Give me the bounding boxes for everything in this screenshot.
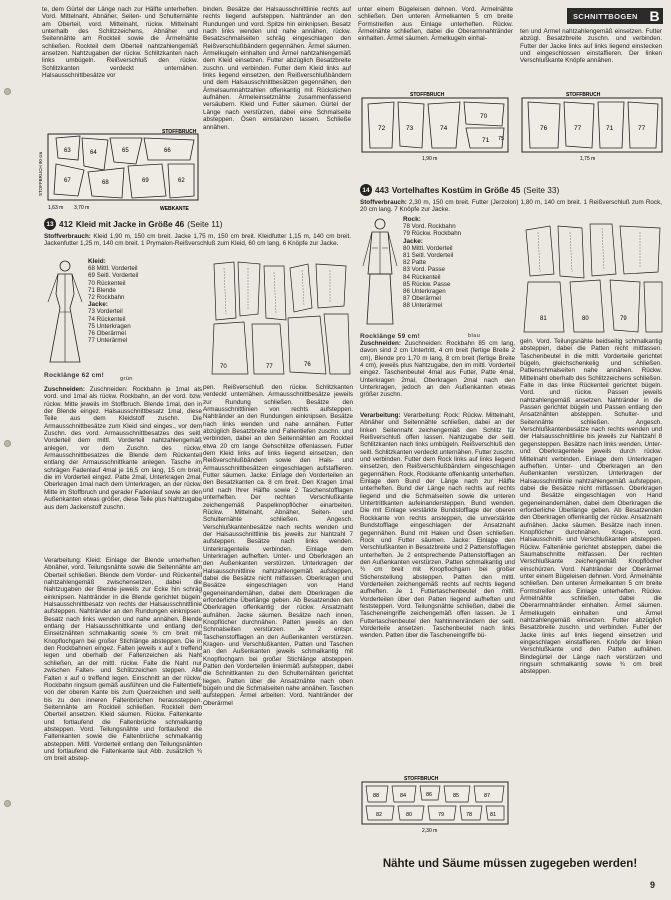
article-412-zuschneiden: Zuschneiden: Zuschneiden: Rockbahn je 1mal als vord. und 1mal als rückw. Rockbahn, an der vord. bzw. rückw. Mitte jeweils im Stoffbruch. Blende 1mal, den in der Blende eingez. Halsausschnittbesatz 1mal, diese Teile aus dem Kleidstoff zuschn. Die Armausschnittbesätze zum Kleid sind einges., vor dem Zuschn. des vord. Armausschnittbesatzes des seitl. Vorderteil dem mittl. Vorderteil nahtzahlengemäß anlegen, vor dem Zuschn. des rückw. Armausschnittbesatzes die Blende dem Rückenteil entlang der Armausschnittkante anlegen. Tasche im schrägen Fadenlauf 4mal je 16,5 cm lang, 15 cm breit, die im Vorderteil eingez. Patte 2mal, Unterkragen 2mal, Oberkragen 1mal nach dem Unterkragen, an der rückw. Mitte im Stoffbruch und gerader Fadenlauf sowie an den Außenkanten etwas größer, diese Teile plus Nahtzugabe aus dem Jackenstoff zuschn. (44, 386, 202, 511)
legend-item: 80 Mittl. Vorderteil (403, 244, 453, 252)
legend-item: 76 Oberärmel (88, 330, 126, 338)
piece-label: 74 (440, 125, 448, 132)
binding-hole (4, 800, 11, 807)
article-412-stoffverbrauch: Stoffverbrauch: Kleid 1,90 m, 150 cm breit. Jacke 1,75 m, 150 cm breit. Kleidfutter 1,15 m, 140 cm breit. Jackenfutter 1,25 m, 140 cm breit. 1 Prymalon-Reißverschluß zum Kleid, 60 cm lang. 6 Knöpfe zur Jacke. (44, 233, 351, 248)
layout-dim: 1,63 m (48, 205, 64, 211)
color-label: blau (468, 333, 481, 339)
legend-item: 81 Seitl. Vorderteil (403, 252, 454, 260)
article-code: 443 (375, 185, 389, 195)
page-number: 9 (650, 880, 656, 890)
piece-label: 75 (498, 136, 505, 142)
article-412-heading (44, 218, 223, 230)
legend-item: 83 Vord. Passe (403, 266, 445, 274)
piece-label: 67 (64, 178, 71, 184)
rocklaenge-label: Rocklänge 59 cm! (360, 333, 421, 340)
layout-label: STOFFBRUCH (566, 92, 601, 98)
legend-heading: Rock: (403, 216, 421, 223)
piece-label: 82 (376, 812, 383, 818)
legend-item: 84 Rückenteil (403, 273, 441, 281)
article-page-ref: (Seite 11) (187, 219, 223, 229)
piece-label: 88 (373, 793, 380, 799)
legend-item: 77 Unterärmel (88, 337, 128, 345)
cutting-layout-3 (520, 92, 665, 164)
pattern-pieces-443 (520, 216, 665, 336)
piece-label: 69 (142, 178, 149, 184)
piece-label: 85 (453, 793, 460, 799)
rocklaenge-label: Rocklänge 62 cm! (44, 372, 105, 379)
layout-dim: 3,70 m (74, 205, 90, 211)
article-number-badge: 13 (44, 218, 56, 230)
piece-label: 76 (540, 125, 548, 132)
piece-label: 76 (304, 362, 311, 368)
color-label: grün (120, 376, 133, 382)
text-col1-top: te, dem Gürtel der Länge nach zur Hälfte unterheften. Vord. Mittelnaht, Abnäher, Seiten- und Schulternähte am Oberteil, vord. Mittelnaht, rückw. Mittelnaht unterhalb des Schlitzzeichens, Abnäher und Seitennähte am Rockteil sowie die Ärmelnähte schließen. Rockteil dem Oberteil nahtzahlengemäß ansetzen. Nahtzugaben der rückw. Schlitzkanten nach links umbügeln. Reißverschluß den rückw. Schlitzkanten verdeckt unternähen. Halsausschnittbesätze vor (42, 6, 198, 80)
article-443-verarbeitung: Verarbeitung: Verarbeitung: Rock: Rückw. Mittelnaht, Abnäher und Seitennähte schließen, dabei an der linken Seitennaht zeichengemäß den Schlitz für Reißverschluß offen lassen. Nahtzugabe der seitl. Schlitzkanten nach links umbügeln. Reißverschluß den seitl. Schlitzkanten verdeckt unternähen. Futter zuschn. und verbinden. Futter dem Rock links auf links liegend einsetzen, den Reißverschlußbändern eingeschlagen gegennähen. Rock, Rockkante offenkantig unterheften. Einlage dem Bund der Länge nach zur Hälfte unterheften. Bund der Länge nach rechts auf rechts liegend und die Schmalseiten sowie die unteren Untertrittkanten aufeinandersteppen. Bund wenden. Die mit Einlage verstärkte Bundstofflage der oberen Rockkante von rechts ansteppen, die unverstärkte Bundstofflage eingeschlagen der Ansatznaht gegennähen. Bund mit Haken und Ösen schließen. Rock und Futter säumen. Jacke: Einlage den Verschlußkanten in Besatzbreite und 2 Pattenstofflagen unterheften. Je 2 entsprechende Pattenstofflagen an den Außenkanten verstürzen. Patten schmalkantig und ¾ cm breit mit Knopflochgarn bei großer Stichenstellung absteppen. Patten den mittl. Vorderteilen zeichengemäß rechts auf rechts liegend aufheften. Je 1 Futtertaschenbeutel den mittl. Vorderteilen über den Patten liegend aufheften und feststeppen. Vord. Teilungsnähte schließen, dabei die Tascheneingriffe zeichengemäß offen lassen. Je 1 Futtertaschenbeutel den Nahtinnenrändern der seitl. Vorderteile ansetzen. Taschenbeutel nach links wenden. Patten über die Tascheneingriffe bü- (360, 412, 515, 640)
piece-label: 62 (178, 178, 185, 184)
piece-label: 71 (606, 125, 614, 132)
article-code: 412 (59, 219, 73, 229)
article-443-stoffverbrauch: Stoffverbrauch: 2,30 m, 150 cm breit. Futter (Jerzolon) 1,80 m, 140 cm breit. 1 Reißverschluß zum Rock, 20 cm lang. 7 Knöpfe zur Jacke. (360, 199, 662, 214)
piece-label: 78 (466, 812, 473, 818)
layout-label: WEBKANTE (160, 206, 189, 212)
legend-item: 88 Unterärmel (403, 302, 443, 310)
legend-item: 73 Vorderteil (88, 308, 123, 316)
piece-label: 72 (378, 125, 386, 132)
piece-label: 64 (90, 150, 97, 156)
legend-kostuem (403, 216, 483, 310)
legend-item: 70 Rückenteil (88, 279, 126, 287)
piece-label: 80 (406, 812, 413, 818)
text-col2-top: binden. Besätze der Halsausschnittlinie rechts auf rechts liegend aufsteppen. Nahtränder an den Rundungen und vord. Spitze hin einknipsen. Besatz nach links wenden und nahe annähen, rückw. Besatzschmalseiten schräg eingeschlagen den Reißverschlußbändern gegennähen. Ärmel säumen. Ärmelkugeln einhalten und Ärmel nahtzahlengemäß dem Kleid einsetzen. Futter abzüglich Besatzbreite zuschn. und verbinden. Futter dem Kleid links auf links liegend einsetzen, den Reißverschlußbändern und dem Halsausschnittbesätzen gegennähen, den Ärmelsaumnahtzahlen offenkantig mit Rückstichen aufnähen. Ärmeleinsetznähte zusammenfassend versäubern. Kleid und Futter säumen. Gürtel der Länge nach verstürzen, dabei eine Schmalseite absteppen. Ösen einstanzen lassen. Schließe annähen. (203, 6, 351, 131)
badge-label: SCHNITTBOGEN (573, 11, 638, 21)
legend-item: 68 Mittl. Vorderteil (88, 265, 138, 273)
text-col4-top: ten und Ärmel nahtzahlengemäß einsetzen. Futter abzügl. Besatzbreite zuschn. und verbinden. Futter der Jacke links auf links liegend einstecken und eingeschlossen einstaffieren. Der linken Verschlußkante Knöpfe annähen. (520, 28, 662, 65)
article-number-badge: 14 (360, 184, 372, 196)
cutting-layout-jacke (360, 92, 510, 164)
layout-dim: 2,30 m (422, 828, 438, 834)
schnittbogen-badge (567, 8, 663, 24)
piece-label: 81 (540, 316, 547, 322)
legend-heading: Jacke: (403, 237, 423, 245)
legend-item: 79 Rückw. Rockbahn (403, 230, 462, 238)
piece-label: 80 (582, 316, 589, 322)
legend-item: 85 Rückw. Passe (403, 280, 451, 288)
piece-label: 87 (484, 793, 491, 799)
legend-item: 82 Patte (403, 259, 427, 267)
article-443-verarbeitung-cont: geln. Vord. Teilungsnähte beidseitig schmalkantig absteppen, dabei die Patten nicht mitfassen. Taschenbeutel in die mittl. Vorderteile gerichtet bügeln, gleichschenkelig und schließen. Pattenschmalseiten nahe annähen. Rückw. Mittelnaht oberhalb des Schlitzzeichens schließen. Falte in das linke Rückenteil gerichtet bügeln. Vord. und rückw. Passen jeweils nahtzahlengemäß ansetzen. Nahtränder in die Passen gerichtet bügeln und Passen entlang den Ansatznähten absteppen. Schulter- und Seitennähte schließen. Angesch. Verschlußkantenbesätze nach rechts wenden und der Halsausschnittlinie bis jeweils zur Nahtzahl 8 gegensteppen. Besätze nach links wenden. Unter- und Oberkragenteile jeweils durch rückw. Mittelnaht verbinden. Einlage dem Unterkragen aufheften. Unter- und Oberkragen an den Außenkanten verstürzen. Unterkragen der Halsausschnittlinie nahtzahlengemäß aufsteppen, dabei die Besätze nicht mitfassen. Oberkragen und Besätze eingeschlagen von Hand gegeneinandernähen, dabei dem Oberkragen die erforderliche Überlänge geben. Ab Besatzenden den Oberkragen offenkantig der rückw. Ansatznaht aufnähen. Jacke säumen. Besätze nach innen. Knopflöcher durchnähen. Kragen-, vord. Halsausschnitt- und Verschlußkanten absteppen. Rückw. Faltenlinie gerichtet absteppen, dabei die Saumabschnitte mitfassen. Der rechten Verschlußkante zeichengemäß Knopflöcher einschürzen. Vord. Nahtränder der Oberärmel unter einem Bügeleisen dehnen. Vord. Ärmelnähte schließen. Den unteren Ärmelkanten 5 cm breite Formstreifen aus Einlage unterheften. Rückw. Ärmelnähte schließen, dabei die Oberarmnahtränder einhalten. Ärmel säumen. Ärmelkugeln einhalten und Ärmel nahtzahlengemäß einsetzen. Futter abzüglich Besatzbreite zuschn. und verbinden. Futter der Jacke links auf links liegend einsetzen und eingeschlagen einstaffieren. Knöpfe der linken Verschlußkante und den Patten aufnähen. Bindegürtel der Länge nach verstürzen und ringsum schmalkantig sowie ¾ cm breit absteppen. (520, 338, 662, 676)
dress-sketch (44, 258, 86, 368)
article-412-verarbeitung: Verarbeitung: Kleid: Einlage der Blende unterheften. Abnäher, vord. Teilungsnähte sowie die Seitennähte am Oberteil schließen. Blende dem Vorder- und Rückenteil nahtzahlengemäß zwischensetzen, dabei die Nahtzugaben der Blende jeweils zur Ecke hin schräg einknipsen. Nahtränder in die Blende gerichtet bügeln. Halsausschnittbesatz von rechts der Halsausschnittlinie aufsteppen. Nahtränder an den Rundungen einknipsen. Besatz nach links wenden und nahe annähen. Blende entlang der Halsausschnittkante und entlang den Einsetznähten schmalkantig sowie ¾ cm breit mit Knopflochgarn bei großer Stichlänge absteppen. Die in den Rockbahnen eingez. Falten jeweils x auf x treffend legen und oberhalb der Faltenzeichen als Naht schließen, an der mittl. rückw. Falte die Naht nur zwischen Falten- und Schlitzzeichen steppen. Alle Falten x auf o treffend legen. Einschnitt an der rückw. Rockbahn ringsum gemäß ausführen und die Faltentiefe von der oberen Kante bis zum Querzeichen und seitl. bis zu den inneren Faltenbrüchen heraussteppen. Seitennähte am Rockteil schließen. Rockteil dem Oberteil ansetzen. Kleid säumen. Rückw. Faltenkante und fortlaufend die Faltenbrüche schmalkantig absteppen. Vord. Teilungsnähte und fortlaufend die Faltenkanten sowie die Faltenbrüche schmalkantig absteppen. Mittl. Vorderteil entlang den Teilungsnähten und fortlaufend die Faltenkante laut Abb. zusätzlich ¾ cm breit abstep- (44, 557, 202, 763)
legend-item: 87 Oberärmel (403, 295, 441, 303)
legend-item: 71 Blende (88, 286, 116, 294)
piece-label: 73 (406, 125, 414, 132)
legend-kleid (88, 258, 150, 344)
pattern-pieces-412 (208, 258, 353, 378)
layout-label: STOFFBRUCH (162, 129, 197, 135)
article-title: Kleid mit Jacke in Größe 46 (75, 219, 185, 229)
binding-hole (4, 440, 11, 447)
legend-heading: Jacke: (88, 301, 108, 309)
article-443-zuschneiden: Zuschneiden: Zuschneiden: Rockbahn 85 cm lang, davon sind 2 cm Untertritt, 4 cm breit (fertige Breite 2 cm), Blende pro 1,70 m lang, 8 cm breit (fertige Breite 4 cm), jeweils plus Nahtzugabe, den im mittl. Vorderteil eingez. Taschenbeutel 4mal aus Futter, Patte 4mal, Unterkragen 2mal, Oberkragen 2mal nach den Unterkragen, jedoch an den Außenkanten etwas größer zuschn. (360, 340, 515, 399)
layout-label: STOFFBRUCH (404, 776, 439, 782)
legend-heading: Kleid: (88, 258, 106, 265)
piece-label: 79 (438, 812, 445, 818)
piece-label: 68 (102, 180, 109, 186)
legend-item: 86 Unterkragen (403, 288, 446, 296)
piece-label: 71 (482, 137, 490, 144)
piece-label: 81 (490, 812, 497, 818)
article-443-heading (360, 184, 559, 196)
piece-label: 65 (122, 148, 129, 154)
legend-item: 75 Unterkragen (88, 322, 131, 330)
legend-item: 74 Rückenteil (88, 315, 126, 323)
layout-label: STOFFBRUCH 90 cm (38, 151, 43, 196)
legend-item: 69 Seitl. Vorderteil (88, 272, 139, 280)
article-412-verarbeitung-cont: pen. Reißverschluß den rückw. Schlitzkanten verdeckt unternähen. Armausschnittbesätze jeweils zur Rundung schließen. Besätze den Armausschnittlinien von rechts aufsteppen. Nahtränder an den Rundungen einknipsen. Besätze nach links wenden und nahe annähen. Futter abzüglich Besatzbreite und Faltentiefen zuschn. und verbinden, dabei an den Seitennähten am Rockteil etwa 20 cm lange Gehschlitze offenlassen. Futter dem Kleid links auf links liegend einsetzen, den Reißverschlußbändern sowie den Hals- und Armausschnittbesätzen eingeschlagen aufstaffieren. Futter säumen. Jacke: Einlage den Vorderteilen an den Besatzkanten ca. 8 cm breit. Den Kragen 1mal und nach Ihrer Hälfte sowie 2 Taschenstofflagen unterheften. Der rechten Verschlußkante zeichengemäß Paspelknopflöcher einarbeiten. Rückw. Mittelnaht, Abnäher, Seiten- und Schulternähte schließen. Angesch. Verschlußkantenbesätze nach rechts wenden und der Halsausschnittlinie bis jeweils zur Nahtzahl 7 aufsteppen. Besätze nach links wenden. Unterkragenteile verbinden. Einlage dem Unterkragen aufheften. Unter- und Oberkragen an den Außenkanten verstürzen. Unterkragen der Halsausschnittlinie nahtzahlengemäß aufsteppen, dabei die Besätze nicht mitfassen. Oberkragen und Besätze eingeschlagen von Hand gegeneinandernähen, dabei dem Oberkragen die erforderliche Überlänge geben. Ab Besatzenden den Oberkragen offenkantig der rückw. Ansatznaht aufnähen. Jacke säumen. Besätze nach innen, Knopflöcher durchnähen. Patten jeweils an den Schmalseiten verstürzen. Je 2 entspr. Taschenstofflagen an den Außenkanten verstürzen. Kragen- und Verschlußkanten, Patten und Taschen an den Außenkanten jeweils schmalkantig mit Knopflochgarn bei großer Stichlänge absteppen. Patten den Vorderteilen linienmäß aufsteppen, dabei die Schnittkanten zu den Schulternähten gerichtet liegen. Patten über die Ansatznähte nach oben bügeln und die Schmalseiten nahe annähen. Taschen aufsteppen. Ärmel arbeiten: Vord. Nahtränder der Oberärmel (203, 384, 353, 707)
piece-label: 77 (638, 125, 646, 132)
cutting-layout-kostuem (360, 776, 510, 836)
piece-label: 77 (266, 364, 273, 370)
legend-item: 78 Vord. Rockbahn (403, 223, 456, 231)
binding-hole (4, 88, 11, 95)
cutting-layout-kleid (38, 129, 200, 212)
layout-dim: 1,75 m (580, 156, 596, 162)
suit-sketch (360, 216, 400, 328)
piece-label: 70 (480, 113, 488, 120)
piece-label: 77 (574, 125, 582, 132)
piece-label: 63 (64, 148, 71, 154)
text-col3-top: unter einem Bügeleisen dehnen. Vord. Ärmelnähte schließen. Den unteren Ärmelkanten 5 cm breite Formstreifen aus Einlage unterheften. Rückw. Ärmelnähte schließen, dabei die Oberarmnahtränder einhalten. Ärmel säumen. Ärmelkugeln einhal- (358, 6, 513, 43)
article-title: Vortelhaftes Kostüm in Größe 45 (391, 185, 521, 195)
piece-label: 66 (164, 148, 171, 154)
article-page-ref: (Seite 33) (523, 185, 560, 195)
piece-label: 70 (220, 364, 227, 370)
piece-label: 79 (620, 316, 627, 322)
piece-label: 86 (426, 792, 433, 798)
legend-item: 72 Rockbahn (88, 294, 125, 302)
seam-allowance-notice: Nähte und Säume müssen zugegeben werden! (382, 858, 638, 870)
piece-label: 84 (400, 793, 407, 799)
layout-label: STOFFBRUCH (410, 92, 445, 98)
layout-dim: 1,90 m (422, 156, 438, 162)
badge-letter: B (649, 8, 660, 24)
